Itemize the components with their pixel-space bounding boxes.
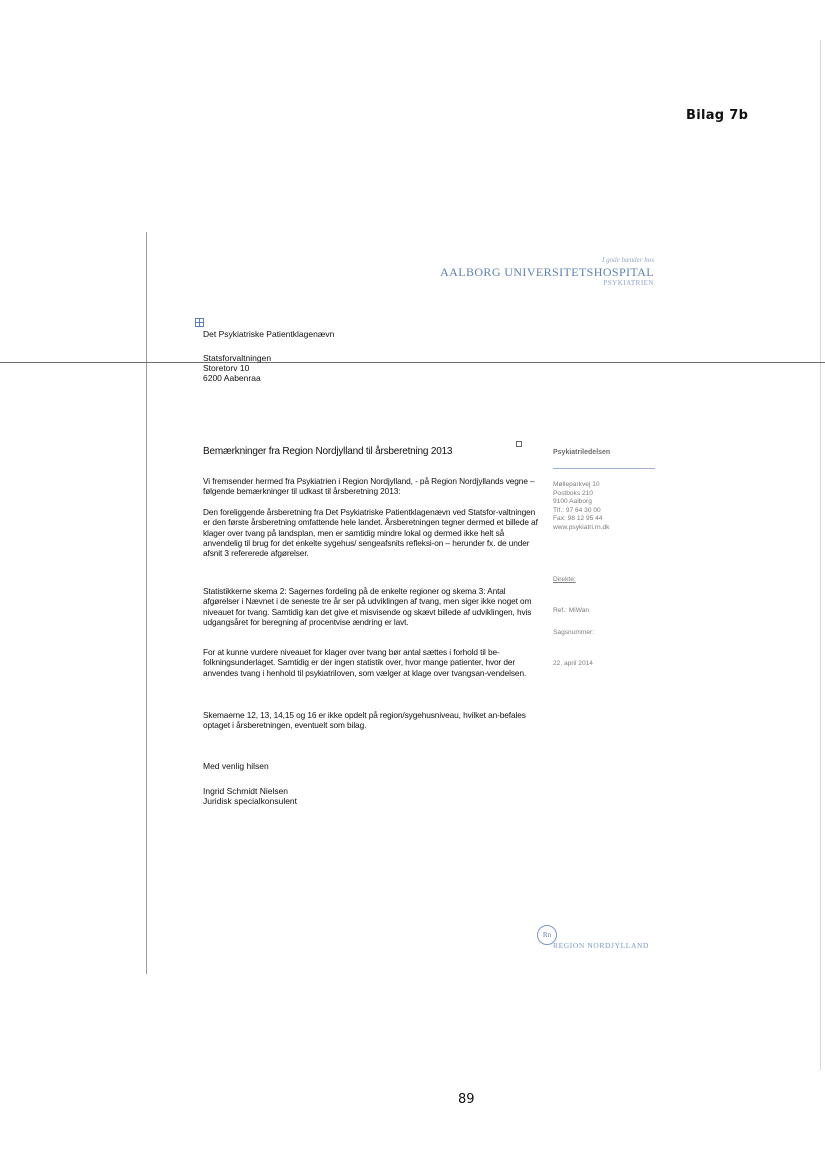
- checkbox-mark-icon: [516, 441, 522, 447]
- recipient-address-line: Storetorv 10: [203, 363, 250, 373]
- appendix-label: Bilag 7b: [686, 108, 749, 123]
- hospital-name: AALBORG UNIVERSITETSHOSPITAL: [440, 265, 654, 279]
- sidebar-date: 22. april 2014: [553, 660, 593, 667]
- sidebar-ref: Ref.: MiWan: [553, 607, 590, 614]
- page-number: 89: [458, 1092, 475, 1107]
- sidebar-address-line: www.psykiatri.rn.dk: [553, 523, 610, 531]
- scan-edge-line: [820, 40, 821, 1070]
- recipient-address: [203, 353, 271, 383]
- recipient-address-line: Statsforvaltningen: [203, 353, 272, 363]
- recipient-name: Det Psykiatriske Patientklagenævn: [203, 329, 335, 339]
- hospital-department: PSYKIATRIEN: [603, 279, 654, 287]
- sidebar-address-line: Mølleparkvej 10: [553, 481, 600, 488]
- region-logo: Rn: [537, 925, 557, 945]
- recipient-address-line: 6200 Aabenraa: [203, 373, 261, 383]
- signer-title: Juridisk specialkonsulent: [203, 796, 298, 806]
- paragraph: Den foreliggende årsberetning fra Det Psykiatriske Patientklagenævn ved Statsfor-valtningen er den første årsberetning omfattende hele landet. Årsberetningen tegner dermed et billede af klager over tvang på landsplan, men er samtidig mindre lokal og dermed ikke helt så anvendelig til brug for det enkelte sygehus/ sengeafsnits refleksi-on – herunder fx. de under afsnit 3 refererede afgørelser.: [203, 507, 538, 559]
- sidebar-address-line: 9100 Aalborg: [553, 498, 592, 505]
- signature-block: [203, 786, 297, 806]
- paragraph: Statistikkerne skema 2: Sagernes fordeling på de enkelte regioner og skema 3: Antal afgørelser i Nævnet i de seneste tre år ser på udviklingen af tvang, men siger ikke noget om niveauet for tvang. Samtidig kan det give et misvisende og skævt billede af udviklingen, hvis udgangsåret for beregning af procentvise ændring er lavt.: [203, 586, 532, 627]
- sidebar-direkte: Direkte:: [553, 576, 576, 583]
- sidebar-address-line: Postboks 210: [553, 489, 593, 497]
- letter-subject: Bemærkninger fra Region Nordjylland til årsberetning 2013: [203, 446, 453, 457]
- sidebar-address: [553, 481, 663, 532]
- sidebar-divider: [553, 468, 655, 469]
- closing: Med venlig hilsen: [203, 761, 269, 771]
- sidebar-address-line: Fax: 98 12 95 44: [553, 515, 603, 522]
- hospital-tagline: I gode hænder hos: [602, 256, 654, 264]
- paragraph: For at kunne vurdere niveauet for klager over tvang bør antal sættes i forhold til be-folkningsunderlaget. Samtidig er der ingen statistik over, hvor mange patienter, hvor der anvendes tvang i henhold til psykiatriloven, som vælger at klage over tvangsan-vendelsen.: [203, 647, 527, 678]
- table-anchor-icon: [195, 318, 204, 327]
- sidebar-address-line: Tlf.: 97 64 30 00: [553, 506, 601, 514]
- signer-name: Ingrid Schmidt Nielsen: [203, 786, 289, 796]
- paragraph: Vi fremsender hermed fra Psykiatrien i Region Nordjylland, - på Region Nordjyllands vegne – følgende bemærkninger til udkast til årsberetning 2013:: [203, 476, 535, 497]
- paragraph: Skemaerne 12, 13, 14,15 og 16 er ikke opdelt på region/sygehusniveau, hvilket an-befales optaget i årsberetningen, eventuelt som bilag.: [203, 710, 526, 731]
- sidebar-sagsnummer: Sagsnummer:: [553, 629, 595, 636]
- region-name: REGION NORDJYLLAND: [553, 941, 650, 950]
- scan-fold-line: [0, 362, 825, 363]
- sidebar-title: Psykiatriledelsen: [553, 449, 611, 456]
- scan-edge-line: [146, 232, 147, 974]
